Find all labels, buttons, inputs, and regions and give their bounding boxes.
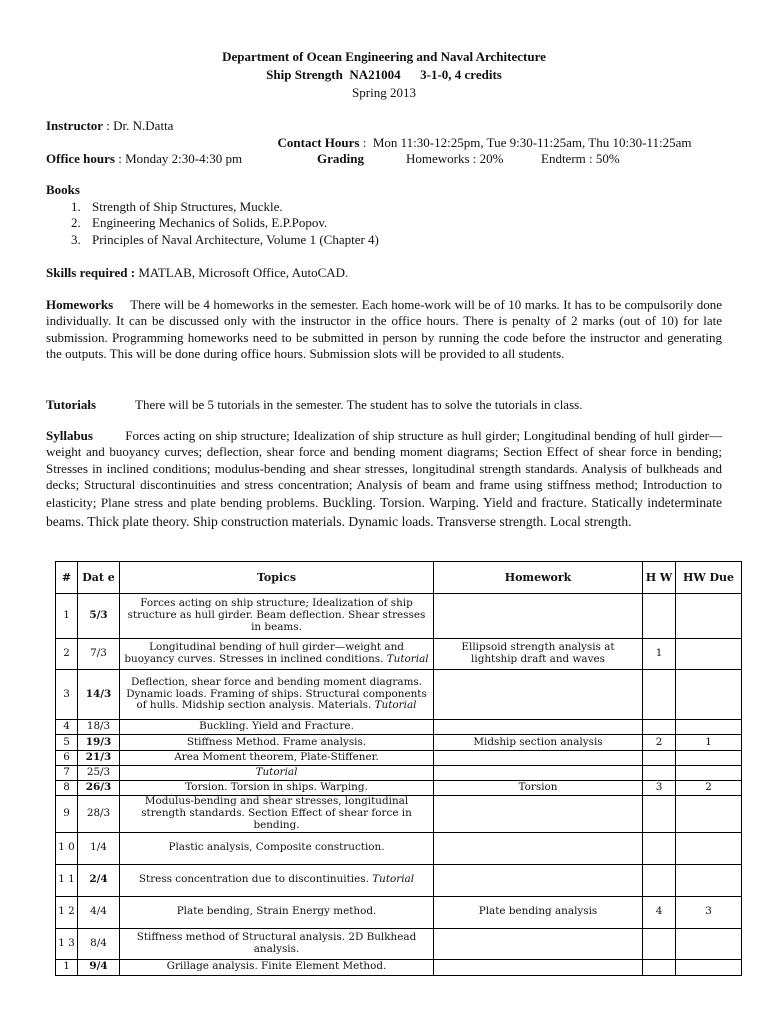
row-number: 4 — [56, 720, 78, 735]
row-date: 5/3 — [78, 594, 120, 639]
book-item — [71, 199, 379, 216]
row-number: 1 2 — [56, 896, 78, 928]
row-hw — [643, 766, 676, 781]
table-header-row — [56, 562, 742, 594]
row-hw: 1 — [643, 639, 676, 670]
skills-value: MATLAB, Microsoft Office, AutoCAD. — [135, 265, 349, 280]
row-number: 1 — [56, 594, 78, 639]
grading-endterm: Endterm : 50% — [541, 151, 620, 166]
row-hw — [643, 864, 676, 896]
syllabus-text: Forces acting on ship structure; Idealization of ship structure as hull girder; Longitudinal bending of hull girder—weight and buoyancy curves; deflection, shear force and bending moment diagrams; Section Effect of shear force in bending; Stresses in inclined conditions; modulus-bending and shear stresses, longitudinal strength standards. Analysis of bulkheads and decks; Structural discontinuities and stress concentration; Analysis of beam and frame using stiffness method; Introduction to elasticity; Plane stress and plate bending problems. — [46, 428, 722, 511]
table-row — [56, 796, 742, 833]
row-date: 14/3 — [78, 670, 120, 720]
table-row — [56, 928, 742, 959]
table-row — [56, 720, 742, 735]
row-hw — [643, 751, 676, 766]
row-hw-due — [676, 594, 742, 639]
row-hw — [643, 928, 676, 959]
book-title: Strength of Ship Structures, Muckle. — [92, 198, 283, 214]
row-homework: Midship section analysis — [434, 735, 643, 751]
row-date: 7/3 — [78, 639, 120, 670]
topic-text: Stress concentration due to discontinuities. — [138, 873, 373, 886]
table-row — [56, 594, 742, 639]
book-title: Principles of Naval Architecture, Volume 1 (Chapter 4) — [92, 231, 379, 247]
tutorials-text: There will be 5 tutorials in the semester. The student has to solve the tutorials in class. — [135, 397, 583, 412]
row-date: 9/4 — [78, 959, 120, 975]
row-date: 4/4 — [78, 896, 120, 928]
table-row — [56, 832, 742, 864]
row-hw: 4 — [643, 896, 676, 928]
row-hw — [643, 594, 676, 639]
instructor-value: : Dr. N.Datta — [103, 118, 174, 133]
homeworks-text: There will be 4 homeworks in the semester. Each home-work will be of 10 marks. It has to be compulsorily done individually. It can be discussed only with the instructor in the office hours. There is penalty of 2 marks (out of 10) for late submission. Programming homeworks need to be submitted in person by running the code before the instructor and generating the outputs. This will be done during office hours. Submission slots will be provided to all students. — [46, 297, 723, 361]
tutorial-mark: Tutorial — [372, 873, 415, 886]
syllabus-text-extra: Buckling. Torsion. Warping. Yield and fracture. Statically indeterminate beams. Thick plate theory. Ship construction materials. Dynamic loads. Transverse strength. Local strength. — [46, 495, 723, 530]
contact-label: Contact Hours — [277, 135, 360, 150]
topic-text: Buckling. Yield and Fracture. — [199, 720, 354, 733]
skills-label: Skills required : — [46, 265, 136, 280]
row-date: 1/4 — [78, 832, 120, 864]
row-topic — [120, 735, 434, 751]
row-number: 1 3 — [56, 928, 78, 959]
contact-value: : Mon 11:30-12:25pm, Tue 9:30-11:25am, Thu 10:30-11:25am — [359, 135, 692, 150]
instructor-label: Instructor — [46, 118, 104, 133]
row-number: 1 0 — [56, 832, 78, 864]
table-row — [56, 864, 742, 896]
row-date: 25/3 — [78, 766, 120, 781]
tutorial-mark: Tutorial — [255, 766, 298, 779]
row-number: 9 — [56, 796, 78, 833]
row-homework — [434, 928, 643, 959]
row-number: 1 — [56, 959, 78, 975]
table-row — [56, 766, 742, 781]
department-title: Department of Ocean Engineering and Naval Architecture — [222, 49, 546, 64]
instructor-line — [46, 117, 173, 134]
row-hw-due — [676, 796, 742, 833]
row-topic — [120, 670, 434, 720]
homeworks-label: Homeworks — [46, 297, 114, 312]
row-number: 7 — [56, 766, 78, 781]
row-hw-due: 3 — [676, 896, 742, 928]
row-hw — [643, 832, 676, 864]
row-topic — [120, 796, 434, 833]
topic-text: Deflection, shear force and bending moment diagrams. Dynamic loads. Framing of ships. Structural components of hulls. Midship section analysis. Materials. — [126, 675, 427, 712]
row-topic — [120, 766, 434, 781]
row-hw-due — [676, 959, 742, 975]
row-topic — [120, 781, 434, 796]
row-number: 2 — [56, 639, 78, 670]
row-homework — [434, 959, 643, 975]
row-homework — [434, 766, 643, 781]
row-topic — [120, 896, 434, 928]
contact-line — [271, 117, 691, 151]
row-hw-due — [676, 720, 742, 735]
row-hw-due — [676, 864, 742, 896]
row-homework — [434, 670, 643, 720]
table-row — [56, 639, 742, 670]
grading-label: Grading — [317, 151, 364, 166]
row-topic — [120, 864, 434, 896]
book-number: 1. — [71, 198, 81, 214]
office-value: : Monday 2:30-4:30 pm — [114, 151, 243, 166]
row-topic — [120, 720, 434, 735]
row-homework — [434, 796, 643, 833]
syllabus-paragraph — [46, 428, 722, 531]
row-number: 5 — [56, 735, 78, 751]
row-hw-due — [676, 639, 742, 670]
row-hw — [643, 670, 676, 720]
book-number: 2. — [71, 215, 81, 230]
row-topic — [120, 639, 434, 670]
row-hw: 3 — [643, 781, 676, 796]
semester: Spring 2013 — [352, 85, 416, 100]
row-hw-due — [676, 751, 742, 766]
row-date: 28/3 — [78, 796, 120, 833]
book-title: Engineering Mechanics of Solids, E.P.Popov. — [92, 215, 328, 230]
office-line — [46, 150, 242, 167]
tutorial-mark: Tutorial — [374, 699, 417, 712]
row-topic — [120, 594, 434, 639]
topic-text: Plastic analysis, Composite construction. — [168, 841, 385, 854]
topic-text: Area Moment theorem, Plate-Stiffener. — [174, 751, 379, 764]
row-topic — [120, 928, 434, 959]
topic-text: Stiffness method of Structural analysis. 2D Bulkhead analysis. — [136, 930, 417, 955]
row-homework: Plate bending analysis — [434, 896, 643, 928]
row-date: 19/3 — [78, 735, 120, 751]
row-date: 8/4 — [78, 928, 120, 959]
table-row — [56, 670, 742, 720]
books-heading: Books — [46, 182, 80, 197]
row-hw — [643, 959, 676, 975]
table-row — [56, 735, 742, 751]
tutorials-line — [46, 396, 582, 413]
books-section — [46, 182, 379, 248]
col-header-hw: H W — [643, 562, 676, 594]
row-hw-due: 1 — [676, 735, 742, 751]
topic-text: Grillage analysis. Finite Element Method. — [166, 960, 387, 973]
skills-line — [46, 264, 348, 281]
row-number: 1 1 — [56, 864, 78, 896]
book-item — [71, 232, 379, 249]
row-date: 21/3 — [78, 751, 120, 766]
row-date: 26/3 — [78, 781, 120, 796]
book-number: 3. — [71, 231, 81, 247]
schedule-table — [55, 561, 742, 976]
topic-text: Longitudinal bending of hull girder—weight and buoyancy curves. Stresses in inclined conditions. — [124, 641, 404, 665]
row-homework: Ellipsoid strength analysis at lightship draft and waves — [434, 639, 643, 670]
row-homework — [434, 864, 643, 896]
row-homework — [434, 720, 643, 735]
table-row — [56, 751, 742, 766]
row-date: 2/4 — [78, 864, 120, 896]
topic-text: Modulus-bending and shear stresses, longitudinal strength standards. Section Effect of shear force in bending. — [141, 795, 412, 831]
table-row — [56, 896, 742, 928]
row-topic — [120, 751, 434, 766]
row-hw-due — [676, 766, 742, 781]
row-hw — [643, 796, 676, 833]
row-number: 8 — [56, 781, 78, 796]
office-label: Office hours — [46, 151, 115, 166]
col-header-topics: Topics — [120, 562, 434, 594]
row-hw — [643, 720, 676, 735]
table-row — [56, 781, 742, 796]
table-row — [56, 959, 742, 975]
row-date: 18/3 — [78, 720, 120, 735]
topic-text: Forces acting on ship structure; Idealization of ship structure as hull girder. Beam deflection. Shear stresses in beams. — [127, 597, 426, 633]
row-hw-due: 2 — [676, 781, 742, 796]
row-topic — [120, 832, 434, 864]
row-homework — [434, 751, 643, 766]
row-hw: 2 — [643, 735, 676, 751]
course-title: Ship Strength NA21004 3-1-0, 4 credits — [266, 67, 502, 82]
col-header-num: # — [56, 562, 78, 594]
row-topic — [120, 959, 434, 975]
topic-text: Torsion. Torsion in ships. Warping. — [185, 781, 368, 794]
grading-homeworks: Homeworks : 20% — [406, 151, 504, 166]
row-homework — [434, 832, 643, 864]
row-number: 6 — [56, 751, 78, 766]
row-number: 3 — [56, 670, 78, 720]
col-header-homework: Homework — [434, 562, 643, 594]
col-header-date: Dat e — [78, 562, 120, 594]
topic-text: Stiffness Method. Frame analysis. — [186, 735, 367, 748]
row-homework: Torsion — [434, 781, 643, 796]
homeworks-paragraph — [46, 297, 722, 362]
row-homework — [434, 594, 643, 639]
col-header-hw-due: HW Due — [676, 562, 742, 594]
row-hw-due — [676, 928, 742, 959]
row-hw-due — [676, 670, 742, 720]
tutorials-label: Tutorials — [46, 397, 97, 412]
book-item — [71, 215, 379, 232]
tutorial-mark: Tutorial — [386, 653, 429, 665]
topic-text: Plate bending, Strain Energy method. — [176, 905, 377, 918]
row-hw-due — [676, 832, 742, 864]
syllabus-label: Syllabus — [46, 428, 93, 443]
